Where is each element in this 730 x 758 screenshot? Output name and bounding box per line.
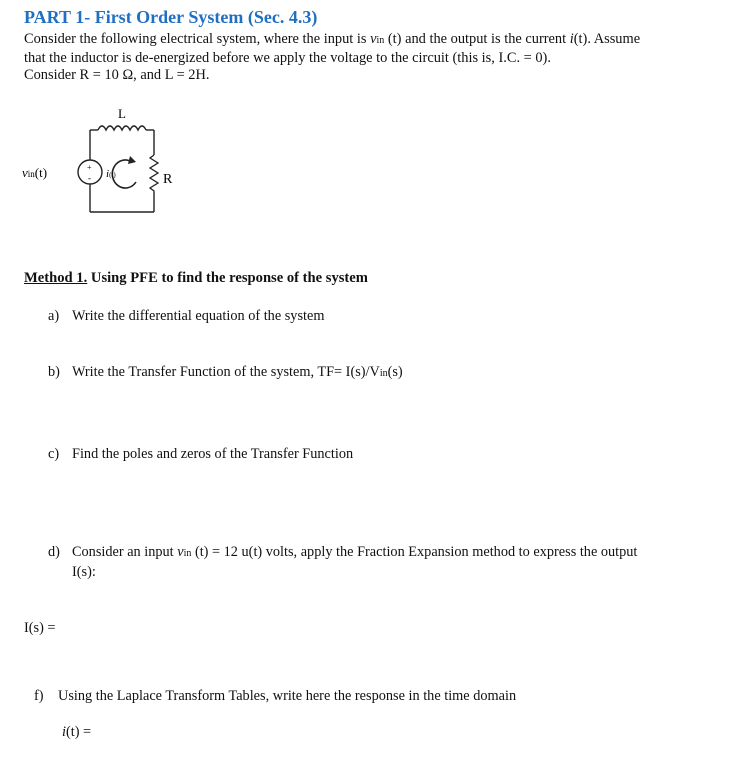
intro-line-3: Consider R = 10 Ω, and L = 2H. [24, 67, 210, 83]
method-heading: Method 1. Using PFE to find the response of the system [24, 270, 368, 286]
inductor-label: L [118, 106, 126, 121]
resistor-label: R [163, 172, 173, 187]
page-title: PART 1- First Order System (Sec. 4.3) [24, 7, 318, 27]
answer-it-label: i(t) = [62, 724, 92, 740]
intro-line-2: that the inductor is de-energized before we apply the voltage to the circuit (this is, I.C. = 0). [24, 49, 551, 66]
answer-Is-label: I(s) = [24, 620, 56, 636]
source-minus-sign: - [88, 173, 91, 183]
inductor-symbol [98, 126, 146, 130]
intro-line-1: Consider the following electrical system, where the input is vin (t) and the output is the current i(t). Assume [24, 31, 641, 47]
resistor-symbol [150, 155, 158, 192]
rl-circuit-diagram [20, 100, 200, 220]
source-label: vin(t) [22, 165, 48, 180]
intro-paragraph [24, 31, 724, 85]
current-loop-arrow-icon [112, 160, 136, 188]
current-label: i(t) [106, 168, 116, 180]
source-plus-sign: + [87, 163, 92, 172]
